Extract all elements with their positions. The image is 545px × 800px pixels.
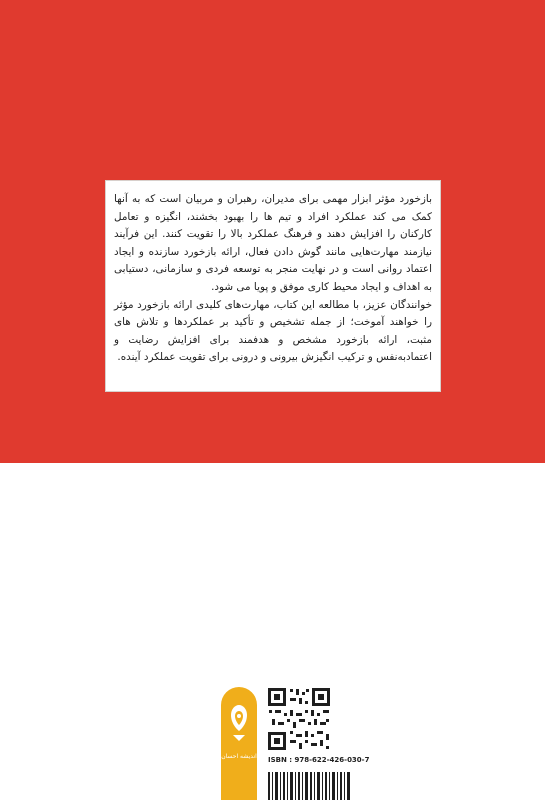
- blurb-box: [105, 180, 441, 392]
- qr-code-icon: [266, 686, 332, 752]
- blurb-paragraph-2: خوانندگان عزیز، با مطالعه این کتاب، مهارت‌های کلیدی ارائه بازخورد مؤثر را خواهند آموخت؛ از جمله تشخیص و تأکید بر عملکردها و تلاش های مثبت، ارائه بازخورد مشخص و هدفمند برای افزایش رضایت و اعتمادبه‌نفس و ترکیب انگیزش بیرونی و درونی برای تقویت عملکرد آینده.: [114, 298, 432, 364]
- barcode-icon: [268, 772, 350, 800]
- blurb-paragraph-1: بازخورد مؤثر ابزار مهمی برای مدیران، رهبران و مربیان است که به آنها کمک می کند عملکرد افراد و تیم ها را بهبود بخشند، انگیزه و تعامل کارکنان را افزایش دهند و فرهنگ عملکرد بالا را تقویت کنند. این فرآیند نیازمند مهارت‌هایی مانند گوش دادن فعال، ارائه بازخورد سازنده و ایجاد اعتماد روانی است و در نهایت منجر به توسعه فردی و سازمانی، دستیابی به اهداف و ایجاد محیط کاری موفق و پویا می شود.: [114, 193, 432, 293]
- bird-icon: [225, 701, 253, 745]
- blurb-text: [114, 191, 432, 367]
- publisher-name: اندیشه احسان: [221, 753, 257, 760]
- publisher-logo: [221, 687, 257, 800]
- isbn-number: ISBN : 978-622-426-030-7: [268, 756, 370, 764]
